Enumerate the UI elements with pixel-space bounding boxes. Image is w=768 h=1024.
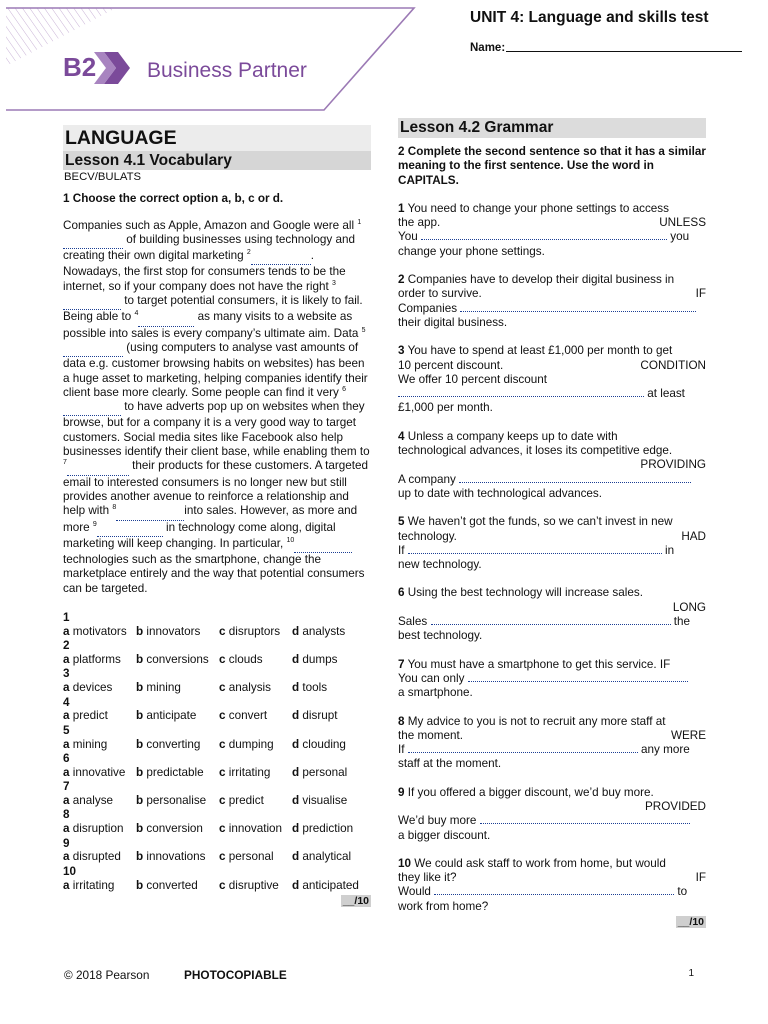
option-letter: a [63, 737, 70, 751]
option-text: irritating [72, 878, 115, 892]
lesson-heading-vocabulary: Lesson 4.1 Vocabulary [63, 151, 371, 170]
option-c[interactable] [219, 625, 292, 639]
option-row [63, 822, 371, 836]
option-c[interactable] [219, 709, 292, 723]
option-b[interactable] [136, 709, 219, 723]
option-text: innovations [146, 850, 206, 864]
option-a[interactable] [63, 794, 136, 808]
option-letter: c [219, 793, 226, 807]
option-row [63, 879, 371, 893]
option-d[interactable] [292, 709, 337, 723]
gap-2[interactable] [251, 250, 311, 265]
option-text: innovation [228, 822, 283, 836]
option-row [63, 681, 371, 695]
instruction-2: 2 Complete the second sentence so that it has a similar meaning to the first sentence. Use the word in CAPITALS. [398, 145, 706, 187]
option-b[interactable] [136, 850, 219, 864]
question-2: 2 Companies have to develop their digital business in order to survive. IF Companies their digital business. [398, 273, 706, 329]
option-d[interactable] [292, 850, 351, 864]
gap-1[interactable] [63, 234, 123, 249]
option-c[interactable] [219, 794, 292, 808]
option-text: analysts [302, 624, 346, 638]
option-text: conversion [146, 822, 203, 836]
option-text: disrupted [72, 850, 121, 864]
option-letter: d [292, 793, 300, 807]
option-letter: d [292, 878, 300, 892]
name-label: Name: [470, 42, 506, 54]
gap-fill-passage: Companies such as Apple, Amazon and Google were all $^1$ of building businesses using technology and creating their own digital marketing $^2$ . Nowadays, the first stop for consumers tends to be the internet, so if your company does not have the right $^3$ to target potential consumers, it is likely to fail. Being able to $^4$ as many visits to a website as possible into sales is every company’s ultimate aim. Data $^5$ (using computers to analyse vast amounts of data e.g. customer browsing habits on websites) has been a huge asset to marketing, helping companies identify their client base more clearly. Some people can find it very $^6$ to have adverts pop up on websites when they browse, but for a company it is a very good way to target customers. Social media sites like Facebook also help businesses identify their client base, while enabling them to $^7$ their products for these customers. A targeted email to interested consumers is no longer new but still provides another avenue to reinforce a relationship and help with $^8$ into sales. However, as more and more $^9$ in technology come along, digital marketing will keep changing. In particular, $^{10}$ technologies such as the smartphone, change the marketplace entirely and the way that potential consumers can be targeted. [63, 218, 370, 595]
option-d[interactable] [292, 653, 337, 667]
option-c[interactable] [219, 738, 292, 752]
question-6: 6 Using the best technology will increase sales. LONG Sales the best technology. [398, 586, 706, 643]
gap-7[interactable] [67, 460, 129, 475]
question-9: 9 If you offered a bigger discount, we’d buy more. PROVIDED We’d buy more a bigger discount. [398, 785, 706, 842]
answer-line-7[interactable] [468, 672, 688, 682]
option-number: 8 [63, 808, 70, 822]
question-1: 1 You need to change your phone settings to access the app. UNLESS You you change your phone settings. [398, 201, 706, 258]
option-text: motivators [72, 624, 127, 638]
option-text: clouding [302, 737, 346, 751]
option-text: converting [146, 737, 201, 751]
option-text: conversions [146, 653, 209, 666]
grammar-section [398, 118, 706, 929]
score-vocabulary: __/10 [342, 894, 369, 907]
option-text: convert [228, 709, 268, 723]
option-number: 6 [63, 751, 70, 765]
option-text: dumping [228, 737, 274, 751]
option-d[interactable] [292, 766, 347, 780]
option-letter: c [219, 681, 226, 695]
option-number: 4 [63, 695, 70, 709]
option-letter: b [136, 624, 144, 638]
option-letter: d [292, 765, 300, 779]
option-d[interactable] [292, 738, 346, 752]
option-text: visualise [302, 793, 348, 807]
unit-title: UNIT 4: Language and skills test [470, 9, 709, 26]
option-text: analysis [228, 681, 271, 695]
answer-line-2[interactable] [460, 302, 696, 312]
answer-line-5[interactable] [408, 544, 662, 554]
option-text: analyse [72, 793, 114, 807]
exam-type: BECV/BULATS [64, 171, 142, 183]
option-number: 3 [63, 667, 70, 681]
option-d[interactable] [292, 681, 327, 695]
option-number: 2 [63, 639, 70, 653]
option-text: disruption [72, 822, 124, 836]
option-a[interactable] [63, 850, 136, 864]
answer-line-10[interactable] [434, 885, 674, 895]
option-row [63, 709, 371, 723]
option-text: predict [228, 793, 264, 807]
option-text: clouds [228, 653, 263, 666]
logo-text: Business Partner [147, 59, 307, 82]
option-a[interactable] [63, 879, 136, 893]
option-letter: d [292, 850, 300, 864]
option-text: disruptive [228, 878, 279, 892]
option-text: anticipate [146, 709, 197, 723]
gap-4[interactable] [138, 311, 194, 326]
answer-line-6[interactable] [431, 615, 671, 625]
option-d[interactable] [292, 822, 353, 836]
option-letter: c [219, 653, 226, 666]
option-number: 5 [63, 723, 70, 737]
option-c[interactable] [219, 681, 292, 695]
option-text: personal [228, 850, 274, 864]
option-a[interactable] [63, 653, 136, 667]
lesson-heading-grammar: Lesson 4.2 Grammar [398, 118, 706, 138]
gap-9[interactable] [97, 522, 163, 537]
option-text: converted [146, 878, 198, 892]
option-a[interactable] [63, 625, 136, 639]
gap-3[interactable] [63, 295, 121, 310]
option-row [63, 625, 371, 639]
option-a[interactable] [63, 766, 136, 780]
option-letter: a [63, 878, 70, 892]
option-text: innovative [72, 765, 126, 779]
instruction-1: 1 Choose the correct option a, b, c or d. [63, 192, 284, 206]
option-letter: a [63, 822, 70, 836]
option-text: platforms [72, 653, 121, 666]
option-c[interactable] [219, 879, 292, 893]
option-b[interactable] [136, 738, 219, 752]
name-field[interactable] [470, 42, 742, 54]
question-10: 10 We could ask staff to work from home, but would they like it? IF Would to work from home? [398, 856, 706, 913]
option-b[interactable] [136, 879, 219, 893]
answer-line-3[interactable] [398, 387, 644, 397]
option-text: predictable [146, 765, 204, 779]
question-3: 3 You have to spend at least £1,000 per month to get 10 percent discount. CONDITION We offer 10 percent discount at least £1,000 per month. [398, 344, 706, 415]
logo-level: B2 [63, 52, 97, 82]
option-text: personalise [146, 793, 207, 807]
option-letter: a [63, 793, 70, 807]
option-row [63, 766, 371, 780]
option-letter: b [136, 793, 144, 807]
option-number: 9 [63, 836, 70, 850]
option-letter: b [136, 822, 144, 836]
option-b[interactable] [136, 766, 219, 780]
option-number: 1 [63, 611, 70, 625]
option-text: prediction [302, 822, 354, 836]
option-a[interactable] [63, 822, 136, 836]
option-row [63, 850, 371, 864]
option-b[interactable] [136, 653, 219, 667]
option-a[interactable] [63, 709, 136, 723]
option-text: dumps [302, 653, 338, 666]
option-letter: c [219, 737, 226, 751]
gap-10[interactable] [294, 538, 352, 553]
gap-8[interactable] [116, 505, 184, 520]
option-letter: b [136, 709, 144, 723]
answer-options [63, 611, 371, 893]
option-letter: d [292, 624, 300, 638]
option-c[interactable] [219, 766, 292, 780]
option-letter: c [219, 822, 226, 836]
answer-line-8[interactable] [408, 743, 638, 753]
option-b[interactable] [136, 625, 219, 639]
option-letter: a [63, 709, 70, 723]
option-d[interactable] [292, 625, 345, 639]
option-text: disruptors [228, 624, 281, 638]
vocabulary-section [63, 125, 371, 908]
photocopiable-label: PHOTOCOPIABLE [184, 968, 287, 982]
section-heading-language: LANGUAGE [63, 125, 371, 151]
option-d[interactable] [292, 879, 359, 893]
option-c[interactable] [219, 850, 292, 864]
option-c[interactable] [219, 653, 292, 667]
option-text: predict [72, 709, 108, 723]
option-letter: d [292, 681, 300, 695]
page-number: 1 [688, 968, 694, 979]
option-d[interactable] [292, 794, 347, 808]
option-text: devices [72, 681, 113, 695]
option-letter: c [219, 878, 226, 892]
option-row [63, 738, 371, 752]
score-grammar: __/10 [677, 916, 704, 929]
option-a[interactable] [63, 738, 136, 752]
option-c[interactable] [219, 822, 292, 836]
option-text: innovators [146, 624, 201, 638]
option-b[interactable] [136, 681, 219, 695]
option-number: 7 [63, 780, 70, 794]
gap-6[interactable] [63, 401, 121, 416]
option-letter: b [136, 850, 144, 864]
question-5: 5 We haven’t got the funds, so we can’t invest in new technology. HAD If in new technology. [398, 515, 706, 572]
option-letter: a [63, 850, 70, 864]
option-number: 10 [63, 864, 77, 878]
option-letter: c [219, 709, 226, 723]
question-8: 8 My advice to you is not to recruit any more staff at the moment. WERE If any more staff at the moment. [398, 714, 706, 771]
option-a[interactable] [63, 681, 136, 695]
option-letter: c [219, 765, 226, 779]
option-letter: b [136, 681, 144, 695]
option-text: anticipated [302, 878, 359, 892]
option-letter: a [63, 681, 70, 695]
option-letter: d [292, 709, 300, 723]
option-text: analytical [302, 850, 352, 864]
option-text: mining [146, 681, 181, 695]
answer-line-1[interactable] [421, 230, 667, 240]
option-letter: b [136, 765, 144, 779]
answer-line-9[interactable] [480, 814, 690, 824]
option-letter: c [219, 624, 226, 638]
option-text: tools [302, 681, 328, 695]
option-letter: a [63, 765, 70, 779]
option-letter: d [292, 737, 300, 751]
question-7: 7 You must have a smartphone to get this service. IF You can only a smartphone. [398, 658, 706, 701]
option-letter: b [136, 737, 144, 751]
option-b[interactable] [136, 794, 219, 808]
option-text: disrupt [302, 709, 338, 723]
option-text: irritating [228, 765, 271, 779]
option-text: personal [302, 765, 348, 779]
option-letter: c [219, 850, 226, 864]
answer-line-4[interactable] [459, 473, 691, 483]
option-b[interactable] [136, 822, 219, 836]
option-letter: b [136, 653, 144, 666]
option-letter: d [292, 653, 300, 666]
option-row [63, 653, 371, 667]
option-row [63, 794, 371, 808]
option-letter: b [136, 878, 144, 892]
gap-5[interactable] [63, 342, 123, 357]
question-4: 4 Unless a company keeps up to date with technological advances, it loses its competitive edge. PROVIDING A company up to date with technological advances. [398, 429, 706, 500]
option-text: mining [72, 737, 108, 751]
copyright: © 2018 Pearson [64, 968, 150, 982]
name-line[interactable] [506, 51, 742, 52]
option-letter: d [292, 822, 300, 836]
option-letter: a [63, 653, 70, 666]
option-letter: a [63, 624, 70, 638]
